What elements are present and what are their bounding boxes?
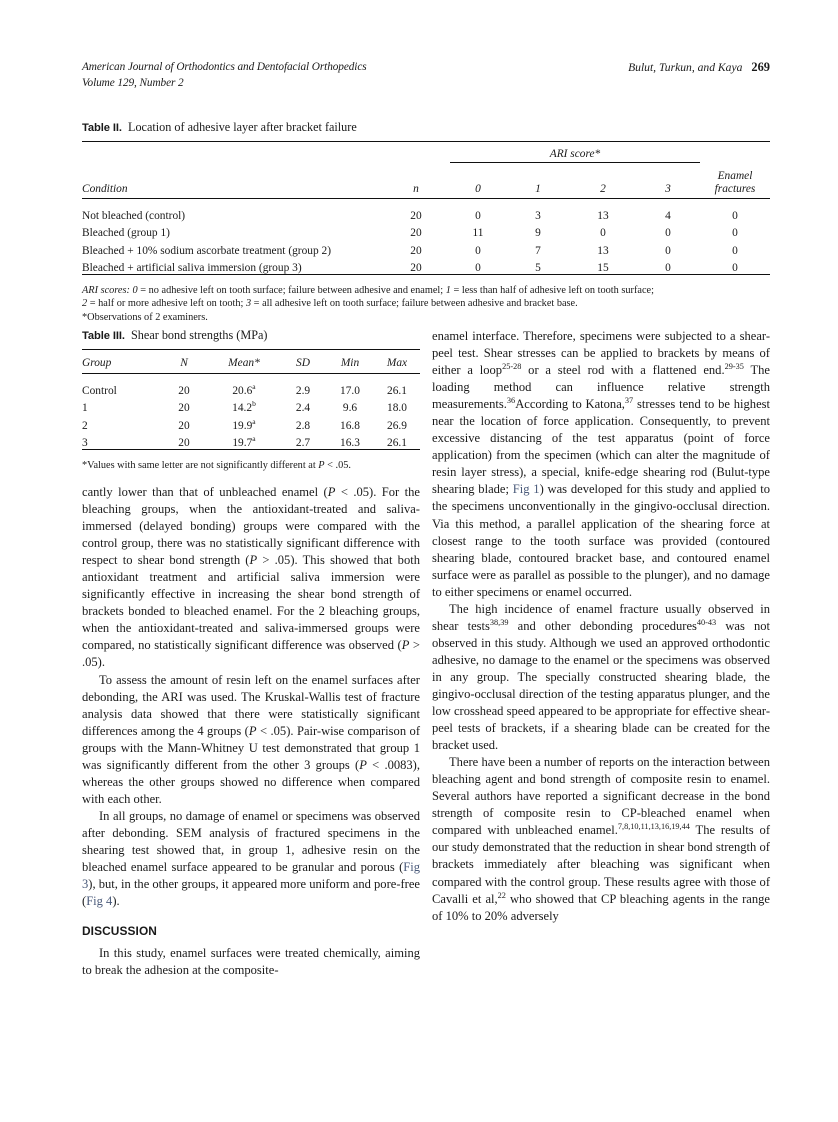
table-2-cell-ari-0: 11 [472, 227, 484, 240]
table-2-cell-enamel-fractures: 0 [732, 244, 738, 257]
table-2-cell-ari-0: 0 [475, 262, 481, 275]
table-3-col-sd: SD [296, 357, 310, 369]
table-3-cell-max: 26.1 [387, 384, 407, 397]
paragraph: The high incidence of enamel fracture usually observed in shear tests$^{38,39}$ and other debonding procedures$^{40-43}$ was not observed in this study. Although we used an approved orthodontic adhesive, no damage to the enamel or the specimens was observed in any group. The specially constructed shearing blade, the gingivo-occlusal direction of the testing apparatus plunger, and the low crosshead speed appeared to be appropriate for effective shear-peel tests of brackets, if a shearing blade can be created for the bracket used. [432, 601, 770, 753]
table-2-cell-ari-2: 15 [597, 262, 609, 275]
table-3-cell-n: 20 [178, 384, 190, 397]
table-3-cell-min: 9.6 [342, 402, 358, 415]
table-2-cell-condition: Bleached + artificial saliva immersion (group 3) [82, 262, 302, 275]
table-2-caption-text: Location of adhesive layer after bracket failure [128, 120, 357, 134]
table-2-col-enamel-fractures-line1: Enamel [717, 170, 753, 182]
table-3-cell-mean: 20.6$^a$ [232, 381, 256, 397]
table-2-cell-ari-2: 13 [597, 244, 609, 257]
body-column-right [432, 328, 770, 1044]
reference-36[interactable]: 36 [506, 396, 516, 406]
table-2-footnote-lead: ARI scores: [82, 285, 130, 297]
reference-38-39[interactable]: 38,39 [489, 617, 509, 627]
table-2-cell-n: 20 [410, 209, 422, 222]
table-2-cell-enamel-fractures: 0 [732, 262, 738, 275]
table-2-container [82, 120, 770, 324]
table-2-cell-condition: Not bleached (control) [82, 209, 186, 222]
table-2-col-ari-3: 3 [665, 183, 671, 196]
table-row [82, 222, 770, 240]
table-2-head [82, 142, 770, 199]
reference-37[interactable]: 37 [624, 396, 634, 406]
running-head-journal [82, 60, 367, 91]
table-3-cell-sd: 2.7 [295, 437, 311, 450]
table-2-col-condition: Condition [82, 183, 128, 196]
table-2-cell-ari-3: 0 [665, 227, 671, 240]
table-row [82, 199, 770, 222]
paragraph: To assess the amount of resin left on the enamel surfaces after debonding, the ARI was used. The Kruskal-Wallis test of fracture analysis data showed that there were statistically significant differences among the 4 groups (P < .05). Pair-wise comparison of groups with the Mann-Whitney U test demonstrated that group 1 was significantly different from the other 3 groups (P < .0083), whereas the other groups showed no difference when compared with each other. [82, 672, 420, 806]
table-2-col-enamel-fractures [700, 164, 770, 199]
reference-25-28[interactable]: 25-28 [502, 361, 522, 371]
table-2-caption [82, 120, 770, 136]
running-head [82, 60, 770, 91]
table-3-number: Table III. [82, 330, 125, 342]
table-2-col-n: n [413, 183, 419, 196]
paragraph: In this study, enamel surfaces were treated chemically, aiming to break the adhesion at the composite- [82, 946, 420, 978]
table-2-cell-n: 20 [410, 227, 422, 240]
table-3-col-max: Max [386, 357, 408, 369]
table-3-body [82, 374, 420, 455]
table-3-cell-n: 20 [178, 402, 190, 415]
paragraph: There have been a number of reports on the interaction between bleaching agent and bond strength of composite resin to enamel. Several authors have reported a significant decrease in the bond strength of composite resin to CP-bleached enamel when compared with unbleached enamel.$^{7,8,10,11,13,16,19,44}$ The results of our study demonstrated that the reduction in shear bond strength of brackets immediately after bleaching was significant when compared with the control group. These results agree with those of Cavalli et al,$^{22}$ who showed that CP bleaching agents in the range of 10% to 20% adversely [432, 755, 770, 923]
table-3-mean-superscript: a [252, 434, 256, 444]
table-2-footnote-line-1 [82, 284, 770, 297]
figure-1-link[interactable]: Fig 1 [512, 482, 540, 497]
table-3-caption-text: Shear bond strengths (MPa) [131, 328, 268, 342]
table-2-cell-ari-3: 4 [665, 209, 671, 222]
table-2-col-ari-1: 1 [535, 183, 541, 196]
table-3-caption [82, 328, 420, 344]
table-2-footnote [82, 284, 770, 324]
table-2-col-ari-0: 0 [475, 183, 481, 196]
table-2-bottom-rule [82, 275, 770, 280]
table-3-mean-superscript: b [252, 399, 256, 409]
table-3-cell-max: 18.0 [387, 402, 407, 415]
reference-22[interactable]: 22 [497, 890, 506, 900]
body-column-left [82, 484, 420, 1044]
table-row [82, 432, 420, 450]
table-2-cell-n: 20 [410, 262, 422, 275]
table-3-cell-mean: 14.2$^b$ [232, 399, 256, 415]
figure-4-link[interactable]: Fig 4 [86, 894, 113, 909]
paragraph: enamel interface. Therefore, specimens were subjected to a shear-peel test. Shear stresses can be applied to brackets by means of either a loop$^{25-28}$ or a steel rod with a flattened end.$^{29-35}$ The loading method can influence relative strength measurements.$^{36}$According to Katona,$^{37}$ stresses tend to be highest near the location of force application. Consequently, to prevent excessive distancing of the test apparatus (point of force application) from the specimen (which can alter the magnitude of resin layer stress), a special, knife-edge shearing rod (Bulut-type shearing blade; Fig 1) was developed for this study and applied to the specimens unconventionally in the gingivo-occlusal direction. Via this method, a parallel application of the shearing force at closest range to the tooth surface was provided (contoured shearing blade, contoured bracket base, and contoured enamel surface were as parallel as possible to the plunger), and no damage to either specimens or enamel occurred. [432, 329, 771, 599]
table-2-col-ari-2: 2 [600, 183, 606, 196]
table-2-cell-ari-2: 0 [600, 227, 606, 240]
table-2-cell-ari-3: 0 [665, 262, 671, 275]
table-2-cell-ari-1: 9 [535, 227, 541, 240]
journal-volume: Volume 129, Number 2 [82, 76, 184, 89]
table-3-cell-group: 1 [82, 402, 88, 415]
table-2-cell-enamel-fractures: 0 [732, 209, 738, 222]
table-2-number: Table II. [82, 122, 122, 134]
table-2-cell-ari-3: 0 [665, 244, 671, 257]
paragraph: cantly lower than that of unbleached enamel (P < .05). For the bleaching groups, when the antioxidant-treated and saliva-immersed (delayed bonding) groups were compared with the control group, there was no statistically significant difference with respect to shear bond strength (P > .05). This showed that both antioxidant treatment and artificial saliva immersion were significantly effective in increasing the shear bond strength of brackets bonded to bleached enamel. For the 2 bleaching groups, when the antioxidant-treated and saliva-immersed groups were compared, no statistically significant difference was observed (P > .05). [82, 485, 420, 670]
table-3-cell-n: 20 [178, 437, 190, 450]
table-row [82, 414, 420, 432]
table-2-cell-n: 20 [410, 244, 422, 257]
table-2-cell-ari-0: 0 [475, 209, 481, 222]
table-3-cell-mean: 19.9$^a$ [232, 416, 256, 432]
table-3-col-mean: Mean* [228, 357, 260, 369]
reference-40-43[interactable]: 40-43 [696, 617, 717, 627]
table-2 [82, 141, 770, 279]
table-3-head [82, 350, 420, 374]
table-2-cell-ari-1: 5 [535, 262, 541, 275]
table-3-cell-max: 26.9 [387, 419, 407, 432]
table-3-col-group: Group [82, 357, 112, 369]
table-3-cell-sd: 2.8 [295, 419, 311, 432]
table-3-cell-min: 16.8 [340, 419, 360, 432]
table-2-cell-ari-1: 3 [535, 209, 541, 222]
table-3-footnote [82, 459, 420, 472]
table-3-cell-sd: 2.4 [295, 402, 311, 415]
table-2-cell-ari-1: 7 [535, 244, 541, 257]
table-row [82, 374, 420, 397]
table-3-cell-n: 20 [178, 419, 190, 432]
table-3-cell-min: 16.3 [340, 437, 360, 450]
running-head-authors: Bulut, Turkun, and Kaya [628, 61, 743, 74]
table-row [82, 257, 770, 275]
table-3-col-min: Min [340, 357, 360, 369]
table-3-cell-sd: 2.9 [295, 384, 311, 397]
reference-7-44[interactable]: 7,8,10,11,13,16,19,44 [617, 822, 690, 832]
table-3-cell-group: 2 [82, 419, 88, 432]
table-3-cell-group: 3 [82, 437, 88, 450]
table-2-cell-ari-0: 0 [475, 244, 481, 257]
table-2-cell-enamel-fractures: 0 [732, 227, 738, 240]
table-3 [82, 349, 420, 454]
table-2-body [82, 199, 770, 280]
table-2-col-enamel-fractures-line2: fractures [714, 182, 756, 195]
table-3-cell-mean: 19.7$^a$ [232, 434, 256, 450]
table-2-footnote-line-2: 2 = half or more adhesive left on tooth; 3 = all adhesive left on tooth surface; failure between adhesive and bracket base. [82, 298, 578, 310]
table-3-col-n: N [180, 357, 188, 369]
table-2-group-header-ari: ARI score* [549, 148, 601, 160]
table-row [82, 239, 770, 257]
table-3-mean-superscript: a [252, 416, 256, 426]
table-2-footnote-line-3: *Observations of 2 examiners. [82, 311, 208, 323]
table-2-group-header-row [82, 148, 770, 163]
table-row [82, 397, 420, 415]
paragraph: In all groups, no damage of enamel or specimens was observed after debonding. SEM analysis of fractured specimens in the shearing test showed that, in group 1, adhesive resin on the bleached enamel surface appeared to be granular and porous (Fig 3), but, in the other groups, it appeared more uniform and pore-free (Fig 4). [82, 808, 420, 909]
table-3-column-header-row [82, 353, 420, 374]
table-3-container [82, 328, 420, 473]
table-3-cell-min: 17.0 [340, 384, 360, 397]
journal-title: American Journal of Orthodontics and Dentofacial Orthopedics [82, 61, 367, 73]
page-number: 269 [751, 60, 770, 74]
reference-29-35[interactable]: 29-35 [724, 361, 744, 371]
table-2-column-header-row [82, 164, 770, 199]
table-3-cell-max: 26.1 [387, 437, 407, 450]
table-3-footnote-text: *Values with same letter are not significantly different at P < .05. [82, 460, 351, 472]
table-3-bottom-rule [82, 450, 420, 455]
table-3-mean-superscript: a [252, 381, 256, 391]
figure-3-link[interactable]: Fig 3 [82, 860, 420, 892]
table-2-footnote-text-1: 0 = no adhesive left on tooth surface; failure between adhesive and enamel; 1 = less than half of adhesive left on tooth surface; [132, 285, 654, 297]
table-2-cell-condition: Bleached + 10% sodium ascorbate treatment (group 2) [82, 244, 332, 257]
table-3-cell-group: Control [82, 384, 117, 397]
table-2-cell-condition: Bleached (group 1) [82, 227, 170, 240]
running-head-authors-block [628, 60, 770, 76]
section-heading-discussion: DISCUSSION [82, 924, 157, 939]
table-2-cell-ari-2: 13 [597, 209, 609, 222]
